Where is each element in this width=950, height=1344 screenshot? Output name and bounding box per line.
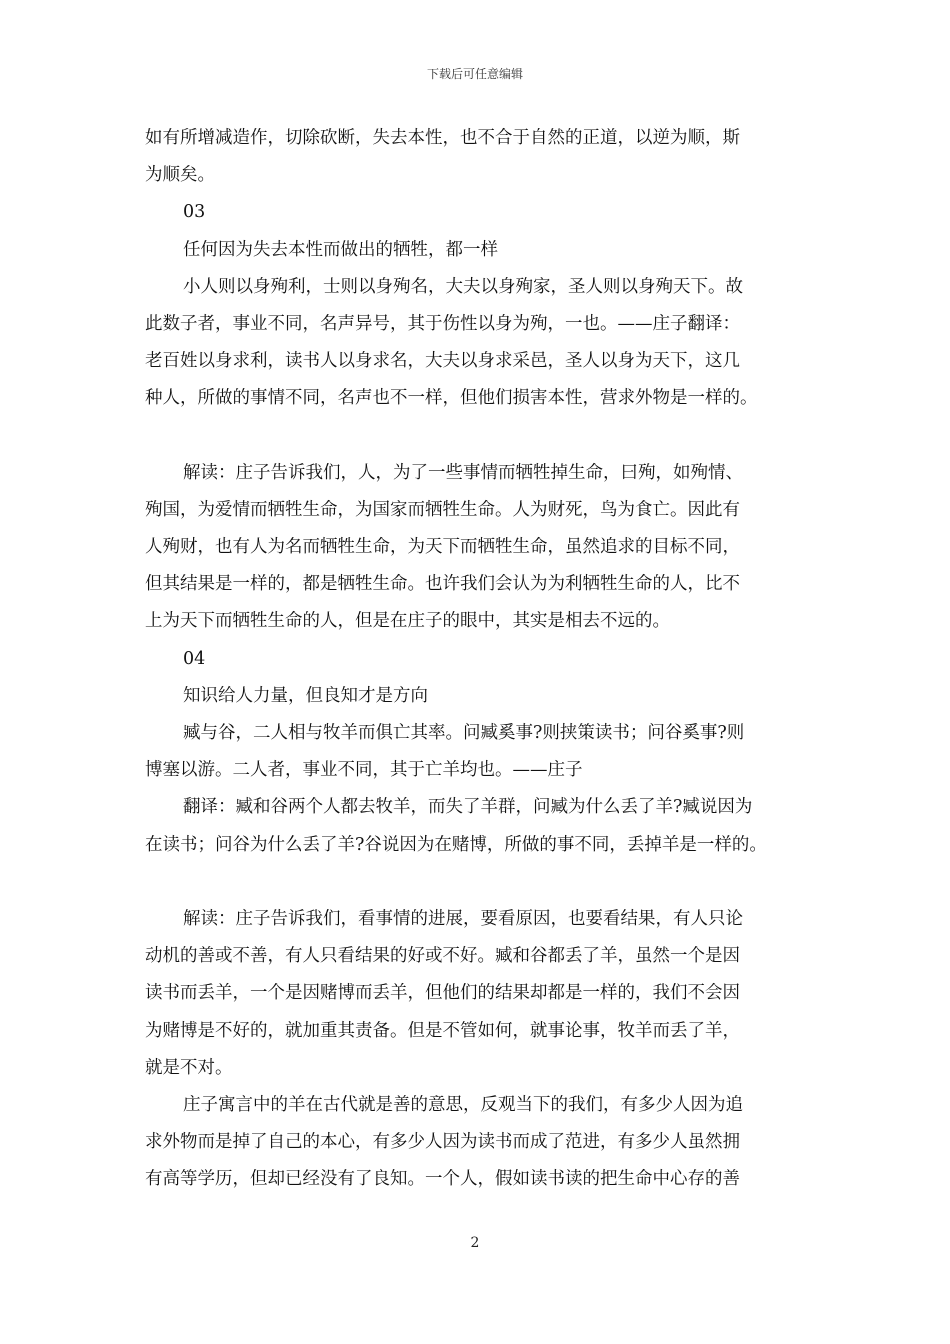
- text-line: 求外物而是掉了自己的本心，有多少人因为读书而成了范进，有多少人虽然拥: [145, 1132, 740, 1153]
- text-line: 老百姓以身求利，读书人以身求名，大夫以身求采邑，圣人以身为天下，这几: [145, 351, 740, 372]
- text-line: 博塞以游。二人者，事业不同，其于亡羊均也。——庄子: [145, 760, 583, 781]
- blank-line: [145, 418, 817, 455]
- text-line: 人殉财，也有人为名而牺牲生命，为天下而牺牲生命，虽然追求的目标不同，: [145, 537, 740, 558]
- section-number: 04: [183, 648, 206, 669]
- text-line: 在读书；问谷为什么丢了羊?谷说因为在赌博，所做的事不同，丢掉羊是一样的。: [145, 834, 767, 855]
- document-body: [145, 120, 817, 1198]
- section-heading: 任何因为失去本性而做出的牺牲，都一样: [183, 239, 498, 260]
- page-header: 下载后可任意编辑: [426, 67, 523, 81]
- text-line: 种人，所做的事情不同，名声也不一样，但他们损害本性，营求外物是一样的。: [145, 388, 758, 409]
- section-number: 03: [183, 202, 206, 223]
- section-heading: 知识给人力量，但良知才是方向: [183, 685, 428, 706]
- text-line: 臧与谷，二人相与牧羊而俱亡其率。问臧奚事?则挟策读书；问谷奚事?则: [183, 723, 745, 743]
- text-line: 上为天下而牺牲生命的人，但是在庄子的眼中，其实是相去不远的。: [145, 611, 670, 632]
- text-line: 读书而丢羊，一个是因赌博而丢羊，但他们的结果却都是一样的，我们不会因: [145, 983, 740, 1004]
- text-line: 如有所增减造作，切除砍断，失去本性，也不合于自然的正道，以逆为顺，斯: [145, 128, 740, 148]
- page-number: 2: [470, 1235, 480, 1251]
- text-line: 此数子者，事业不同，名声异号，其于伤性以身为殉，一也。——庄子翻译：: [145, 313, 740, 334]
- text-line: 庄子寓言中的羊在古代就是善的意思，反观当下的我们，有多少人因为追: [183, 1094, 743, 1115]
- text-line: 动机的善或不善，有人只看结果的好或不好。臧和谷都丢了羊，虽然一个是因: [145, 946, 740, 967]
- text-line: 解读：庄子告诉我们，看事情的进展，要看原因，也要看结果，有人只论: [183, 908, 743, 929]
- text-line: 为顺矣。: [145, 165, 215, 186]
- text-line: 翻译：臧和谷两个人都去牧羊，而失了羊群，问臧为什么丢了羊?臧说因为: [183, 797, 753, 818]
- text-line: 为赌博是不好的，就加重其责备。但是不管如何，就事论事，牧羊而丢了羊，: [145, 1020, 740, 1041]
- text-line: 殉国，为爱情而牺牲生命，为国家而牺牲生命。人为财死，鸟为食亡。因此有: [145, 499, 740, 520]
- text-line: 解读：庄子告诉我们，人，为了一些事情而牺牲掉生命，曰殉，如殉情、: [183, 462, 743, 483]
- text-line: 就是不对。: [145, 1057, 233, 1078]
- text-line: 但其结果是一样的，都是牺牲生命。也许我们会认为为利牺牲生命的人，比不: [145, 574, 740, 595]
- text-line: 小人则以身殉利，士则以身殉名，大夫以身殉家，圣人则以身殉天下。故: [183, 276, 743, 297]
- text-line: 有高等学历，但却已经没有了良知。一个人，假如读书读的把生命中心存的善: [145, 1169, 740, 1190]
- blank-line: [145, 864, 817, 901]
